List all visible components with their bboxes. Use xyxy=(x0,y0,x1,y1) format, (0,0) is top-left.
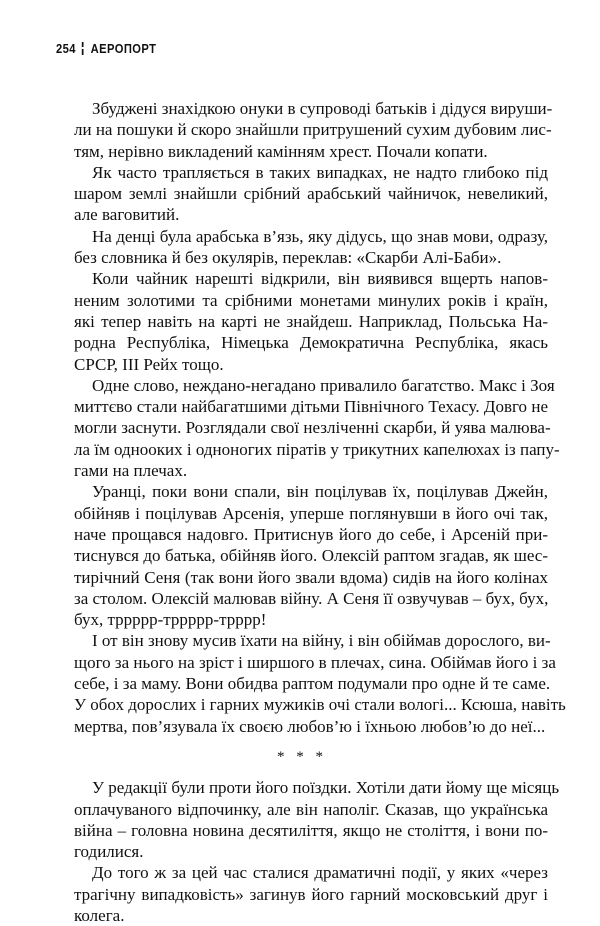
text-line: могли заснути. Розглядали свої незліченні скарби, й уява малюва- xyxy=(74,418,551,438)
paragraph xyxy=(56,268,548,374)
text-line: тиснувся до батька, обійняв його. Олексій раптом згадав, як шес- xyxy=(74,546,548,566)
paragraph xyxy=(56,630,566,736)
text-line: Уранці, поки вони спали, він поцілував їх, поцілував Джейн, xyxy=(92,482,548,502)
text-line: за столом. Олексій малював війну. А Сеня її озвучував – бух, бух, xyxy=(74,588,549,608)
text-line: мертва, пов’язувала їх своєю любов’ю і їхньою любов’ю до неї... xyxy=(74,716,546,736)
paragraphs-before-separator xyxy=(56,98,566,737)
text-line: тям, нерівно викладений камінням хрест. Почали копати. xyxy=(74,141,488,161)
text-line: І от він знову мусив їхати на війну, і він обіймав дорослого, ви- xyxy=(92,631,551,651)
paragraph xyxy=(56,481,548,630)
text-line: родна Республіка, Німецька Демократична Республіка, якась xyxy=(74,333,548,353)
text-line: ла їм однооких і одноногих піратів у трикутних капелюхах із папу- xyxy=(74,439,560,459)
text-line: війна – головна новина десятиліття, якщо не століття, і вони по- xyxy=(74,820,548,840)
paragraph xyxy=(56,226,548,269)
text-line: тирічний Сеня (так вони його звали вдома) сидів на його колінах xyxy=(74,567,548,587)
text-line: щого за нього на зріст і ширшого в плечах, сина. Обіймав його і за xyxy=(74,652,556,672)
text-line: які тепер навіть на карті не знайдеш. Наприклад, Польська На- xyxy=(74,311,548,331)
paragraph xyxy=(56,98,553,162)
text-line: СРСР, III Рейх тощо. xyxy=(74,354,224,374)
text-line: ли на пошуки й скоро знайшли притрушений сухим дубовим лис- xyxy=(74,120,552,140)
text-line: колега. xyxy=(74,905,125,925)
text-line: але ваговитий. xyxy=(74,205,180,225)
text-line: У редакції були проти його поїздки. Хотіли дати йому ще місяць xyxy=(92,778,560,798)
text-line: себе, і за маму. Вони обидва раптом подумали про одне й те саме. xyxy=(74,674,551,694)
text-line: бух, трpppp-трpppp-трppp! xyxy=(74,610,267,630)
paragraph xyxy=(56,162,548,226)
section-title: АЕРОПОРТ xyxy=(90,41,157,56)
text-line: До того ж за цей час сталися драматичні події, у яких «через xyxy=(92,863,548,883)
page-number: 254 xyxy=(56,41,76,56)
text-line: У обох дорослих і гарних мужиків очі стали вологі... Ксюша, навіть xyxy=(74,695,566,715)
paragraphs-after-separator xyxy=(56,777,560,926)
text-line: гами на плечах. xyxy=(74,461,188,481)
text-line: неним золотими та срібними монетами минулих років і країн, xyxy=(74,290,548,310)
text-line: На денці була арабська в’язь, яку дідусь, що знав мови, одразу, xyxy=(92,226,548,246)
text-line: Як часто трапляється в таких випадках, не надто глибоко під xyxy=(92,162,548,182)
text-line: Збуджені знахідкою онуки в супроводі батьків і дідуся вируши- xyxy=(92,99,553,118)
text-line: годилися. xyxy=(74,842,144,862)
paragraph xyxy=(56,777,560,862)
text-line: оплачуваного відпочинку, але він наполіг. Сказав, що українська xyxy=(74,799,548,819)
paragraph xyxy=(56,862,548,926)
text-line: Одне слово, неждано-негадано привалило багатство. Макс і Зоя xyxy=(92,375,555,395)
header-separator xyxy=(82,42,84,55)
section-separator: * * * xyxy=(277,748,327,765)
running-header xyxy=(56,41,156,56)
page-body xyxy=(56,98,566,926)
text-line: обійняв і поцілував Арсенія, уперше поглянувши в його очі так, xyxy=(74,503,548,523)
text-line: трагічну випадковість» загинув його гарний московський друг і xyxy=(74,884,548,904)
text-line: миттєво стали найбагатшими дітьми Північного Техасу. Довго не xyxy=(74,397,548,417)
text-line: без словника й без окулярів, переклав: «Скарби Алі-Баби». xyxy=(74,248,502,268)
text-line: шаром землі знайшли срібний арабський чайничок, невеликий, xyxy=(74,184,548,204)
paragraph xyxy=(56,375,560,481)
text-line: наче прощався надовго. Притиснув його до себе, і Арсеній при- xyxy=(74,524,548,544)
text-line: Коли чайник нарешті відкрили, він виявився вщерть напов- xyxy=(92,269,548,289)
